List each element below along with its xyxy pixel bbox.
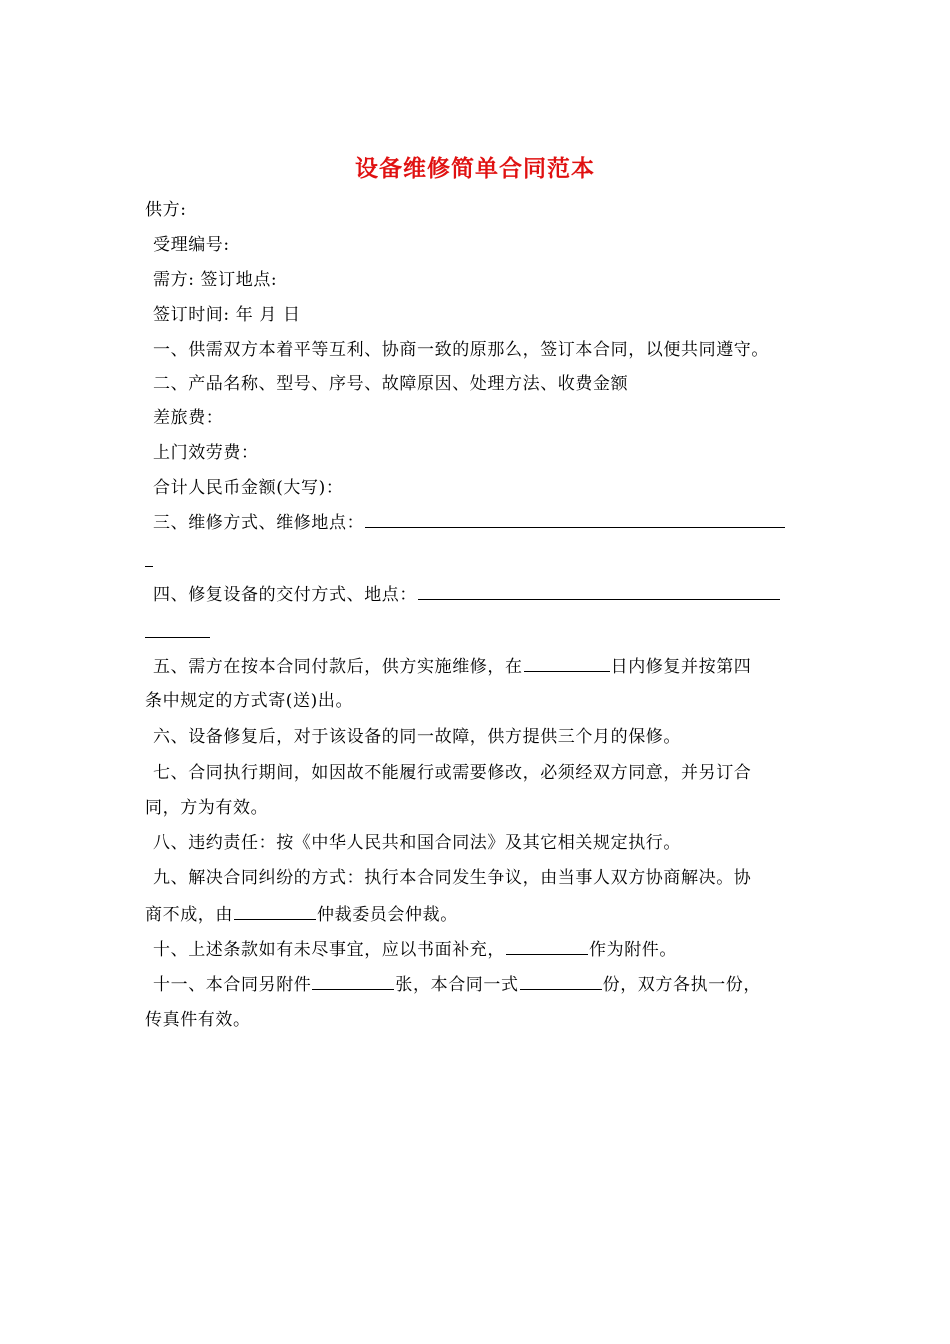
blank-underline-continuation [145,637,210,638]
clause-5-text-a: 五、需方在按本合同付款后，供方实施维修，在 [153,657,523,677]
clause-5-line-1 [153,654,751,679]
blank-underline [312,972,394,990]
blank-underline-continuation [145,566,153,567]
clause-9-text-b1: 商不成，由 [145,905,233,925]
total-amount-line: 合计人民币金额(大写)： [153,478,344,498]
clause-6: 六、设备修复后，对于该设备的同一故障，供方提供三个月的保修。 [153,727,681,747]
clause-10 [153,937,677,962]
clause-9-text-b2: 仲裁委员会仲裁。 [317,905,458,925]
clause-4-text: 四、修复设备的交付方式、地点： [153,585,417,605]
supplier-line: 供方: [145,200,187,220]
clause-10-text-b: 作为附件。 [589,940,677,960]
clause-11-text-b: 张，本合同一式 [395,975,519,995]
blank-underline [524,654,610,672]
blank-underline [234,902,316,920]
document-title: 设备维修简单合同范本 [355,155,595,182]
travel-fee-line: 差旅费： [153,408,224,428]
blank-underline [506,937,588,955]
clause-7-line-1: 七、合同执行期间，如因故不能履行或需要修改，必须经双方同意，并另订合 [153,763,752,783]
clause-11-line-2: 传真件有效。 [145,1010,251,1030]
clause-11-line-1 [153,972,761,997]
acceptance-number-line: 受理编号: [153,235,230,255]
blank-underline [418,582,780,600]
clause-5-line-2: 条中规定的方式寄(送)出。 [145,691,354,711]
clause-4 [153,582,781,607]
clause-7-line-2: 同，方为有效。 [145,798,269,818]
clause-11-text-a: 十一、本合同另附件 [153,975,312,995]
clause-9-line-1: 九、解决合同纠纷的方式：执行本合同发生争议，由当事人双方协商解决。协 [153,868,752,888]
clause-8: 八、违约责任：按《中华人民共和国合同法》及其它相关规定执行。 [153,833,681,853]
service-fee-line: 上门效劳费： [153,443,259,463]
clause-1: 一、供需双方本着平等互利、协商一致的原那么，签订本合同，以便共同遵守。 [153,340,769,360]
clause-9-line-2 [145,902,458,927]
clause-11-text-c: 份，双方各执一份， [602,975,762,995]
clause-3 [153,510,786,535]
clause-2: 二、产品名称、型号、序号、故障原因、处理方法、收费金额 [153,374,629,394]
clause-5-text-b: 日内修复并按第四 [610,657,752,677]
clause-10-text-a: 十、上述条款如有未尽事宜，应以书面补充， [153,940,505,960]
clause-3-text: 三、维修方式、维修地点： [153,513,365,533]
demander-signing-place-line: 需方: 签订地点: [153,270,278,290]
blank-underline [365,510,785,528]
blank-underline [520,972,602,990]
signing-time-line: 签订时间: 年 月 日 [153,305,301,325]
